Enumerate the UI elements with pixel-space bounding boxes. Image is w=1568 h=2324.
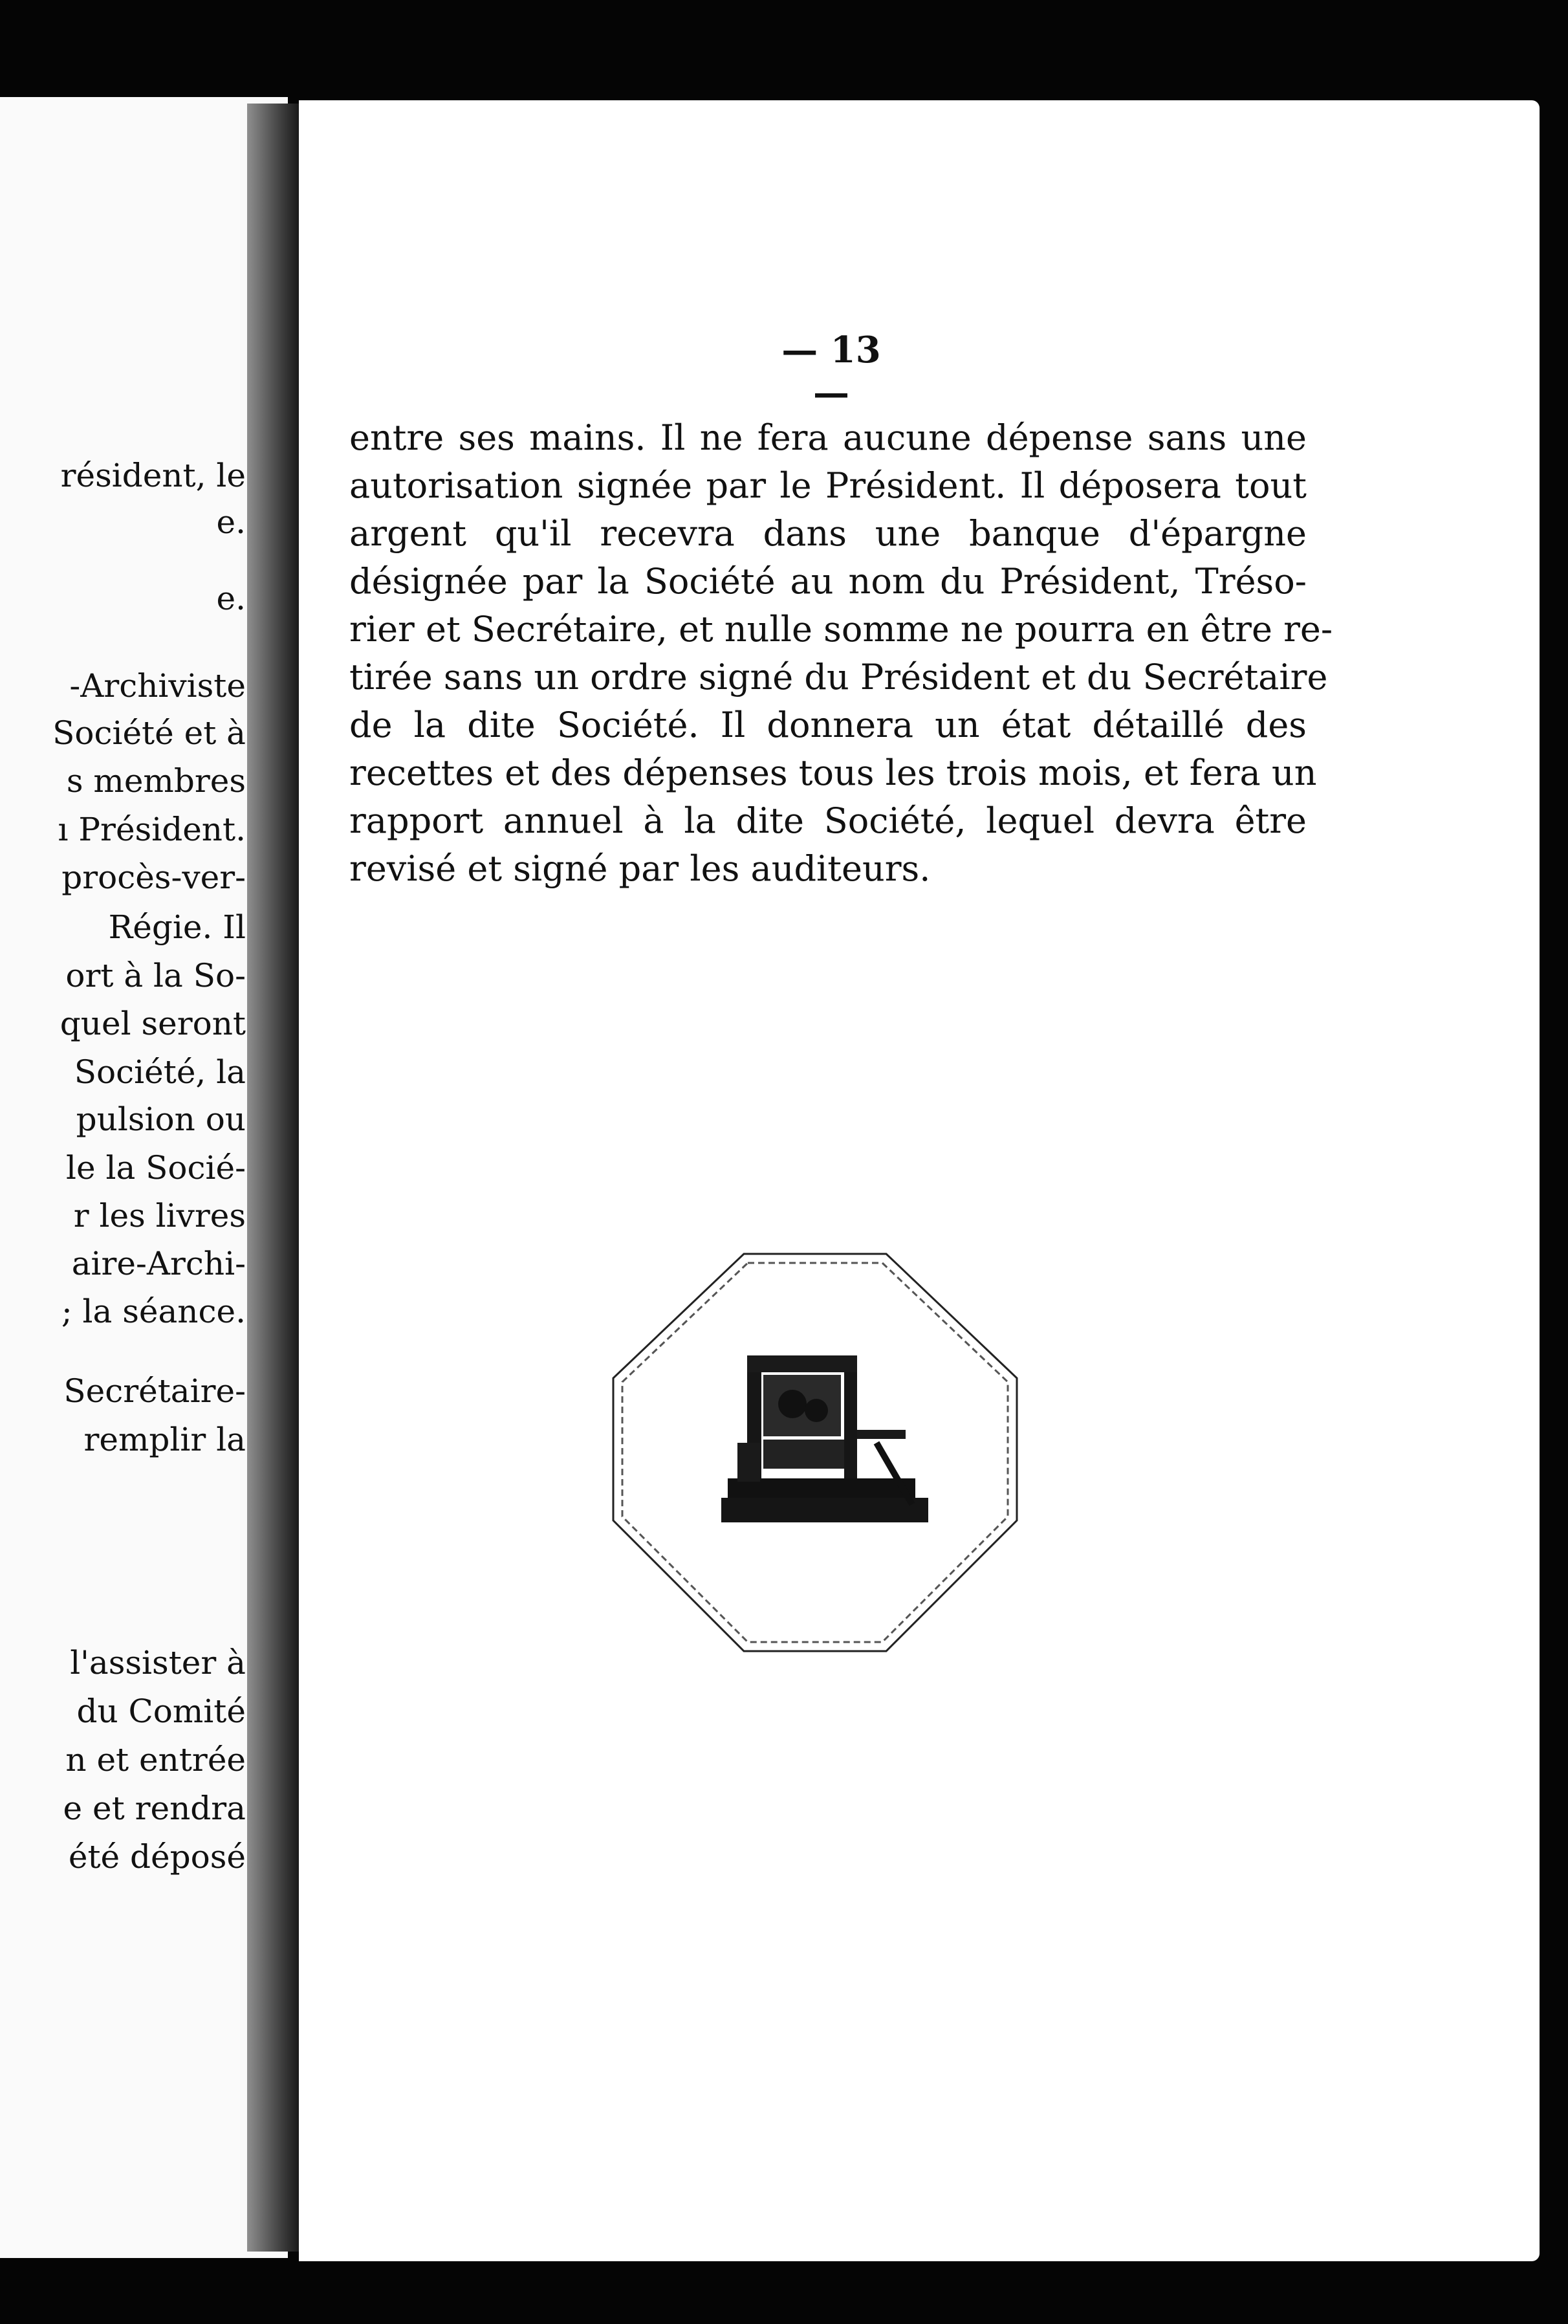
left-page-line: résident, le: [60, 457, 246, 494]
paragraph-line: revisé et signé par les auditeurs.: [349, 848, 931, 889]
left-page-line: e.: [216, 580, 246, 617]
left-page-line: r les livres: [73, 1197, 246, 1234]
paragraph-line: autorisation signée par le Président. Il déposera tout: [349, 465, 1307, 506]
left-page-line: Société et à: [52, 714, 246, 752]
left-page-line: s membres: [66, 762, 246, 800]
paragraph-line: de la dite Société. Il donnera un état détaillé des: [349, 705, 1307, 745]
left-page-line: e et rendra: [63, 1790, 246, 1827]
book-gutter-shadow: [247, 104, 299, 2252]
left-page-line: e.: [216, 503, 246, 541]
left-page-line: du Comité: [76, 1693, 246, 1730]
left-page-line: Société, la: [74, 1053, 246, 1091]
left-page-line: n et entrée: [65, 1741, 246, 1779]
paragraph-line: désignée par la Société au nom du Président, Tréso-: [349, 561, 1307, 602]
left-page-line: ı Président.: [58, 811, 246, 848]
paragraph-line: entre ses mains. Il ne fera aucune dépense sans une: [349, 417, 1307, 458]
left-page-line: Secrétaire-: [63, 1372, 246, 1410]
left-page-line: -Archiviste: [69, 667, 246, 705]
paragraph-line: recettes et des dépenses tous les trois mois, et fera un: [349, 752, 1317, 793]
left-page-line: pulsion ou: [76, 1101, 246, 1138]
left-page-line: procès-ver-: [61, 859, 246, 896]
paragraph-line: tirée sans un ordre signé du Président et du Secrétaire: [349, 657, 1328, 697]
left-page-line: ort à la So-: [65, 957, 246, 994]
left-page-line: remplir la: [83, 1421, 246, 1458]
left-page-line: ; la séance.: [61, 1293, 246, 1330]
left-page-line: quel seront: [60, 1005, 246, 1042]
paragraph-line: argent qu'il recevra dans une banque d'épargne: [349, 513, 1307, 554]
page-number: — 13 —: [781, 329, 881, 414]
left-page-line: Régie. Il: [108, 908, 246, 946]
paragraph-line: rier et Secrétaire, et nulle somme ne pourra en être re-: [349, 609, 1333, 650]
left-page: [0, 97, 288, 2258]
left-page-line: l'assister à: [70, 1644, 246, 1682]
left-page-line: le la Socié-: [65, 1149, 246, 1187]
printing-press-emblem-icon: [608, 1249, 1022, 1656]
left-page-line: aire-Archi-: [71, 1245, 246, 1282]
left-page-line: été déposé: [68, 1838, 246, 1876]
paragraph-line: rapport annuel à la dite Société, lequel devra être: [349, 800, 1307, 841]
